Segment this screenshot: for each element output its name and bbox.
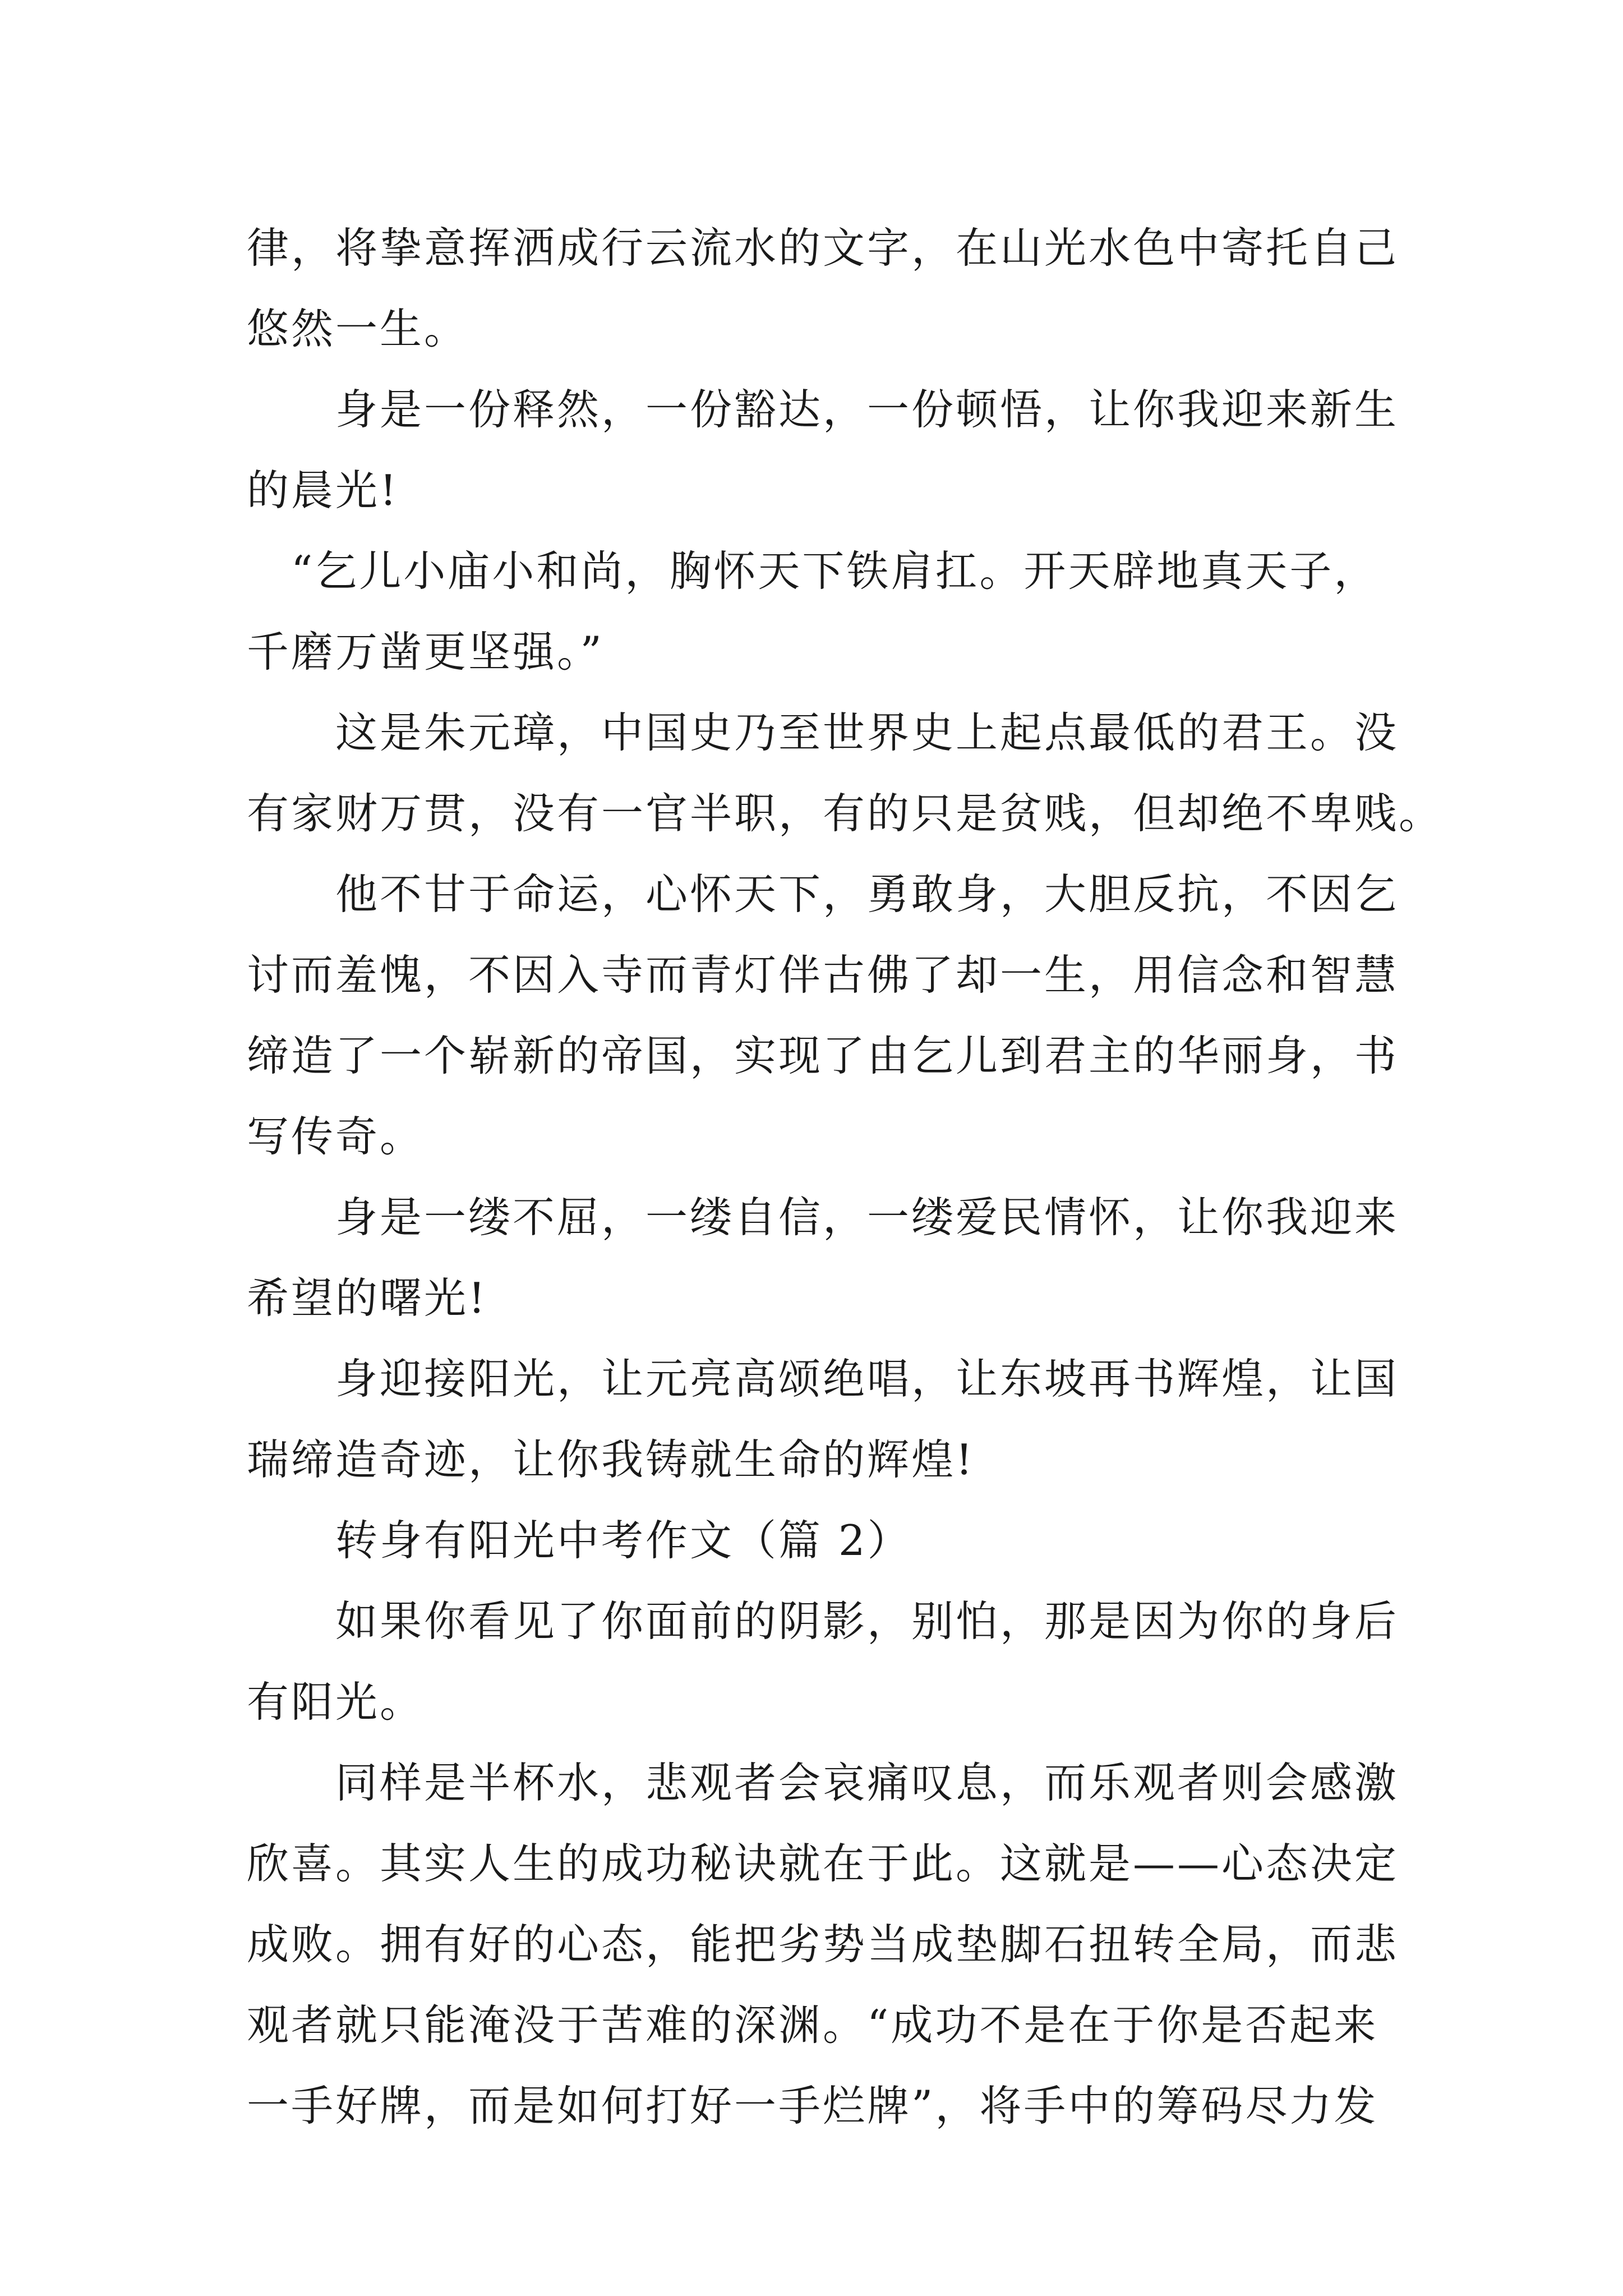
- text-line: 律，将挚意挥洒成行云流水的文字，在山光水色中寄托自己: [247, 223, 1399, 273]
- text-line: 他不甘于命运，心怀天下，勇敢身，大胆反抗，不因乞: [247, 869, 1399, 919]
- text-line: 观者就只能淹没于苦难的深渊。“成功不是在于你是否起来: [247, 2000, 1378, 2050]
- text-line: 希望的曙光!: [247, 1273, 488, 1323]
- text-line: 这是朱元璋，中国史乃至世界史上起点最低的君王。没: [247, 708, 1399, 757]
- text-line: 写传奇。: [247, 1112, 425, 1161]
- text-line: 身是一缕不屈，一缕自信，一缕爱民情怀，让你我迎来: [247, 1193, 1399, 1242]
- text-line: 身迎接阳光，让元亮高颂绝唱，让东坡再书辉煌，让国: [247, 1354, 1399, 1404]
- text-line: 身是一份释然，一份豁达，一份顿悟，让你我迎来新生: [247, 385, 1399, 434]
- text-line: 欣喜。其实人生的成功秘诀就在于此。这就是——心态决定: [247, 1839, 1399, 1888]
- section-heading: 转身有阳光中考作文（篇 2）: [247, 1516, 912, 1565]
- text-line: 缔造了一个崭新的帝国，实现了由乞儿到君主的华丽身，书: [247, 1031, 1399, 1080]
- text-line: 千磨万凿更坚强。”: [247, 627, 604, 677]
- text-line: 有阳光。: [247, 1677, 425, 1727]
- text-line: 有家财万贯，没有一官半职，有的只是贫贱，但却绝不卑贱。: [247, 789, 1444, 838]
- text-line: 同样是半杯水，悲观者会哀痛叹息，而乐观者则会感激: [247, 1758, 1399, 1807]
- text-line: 悠然一生。: [247, 304, 469, 353]
- text-line: “乞儿小庙小和尚，胸怀天下铁肩扛。开天辟地真天子，: [247, 546, 1378, 596]
- text-line: 讨而羞愧，不因入寺而青灯伴古佛了却一生，用信念和智慧: [247, 950, 1399, 1000]
- text-line: 瑞缔造奇迹，让你我铸就生命的辉煌!: [247, 1435, 975, 1484]
- text-line: 的晨光!: [247, 466, 399, 515]
- text-line: 如果你看见了你面前的阴影，别怕，那是因为你的身后: [247, 1596, 1399, 1646]
- document-text: [247, 208, 1444, 2146]
- text-line: 一手好牌，而是如何打好一手烂牌”，将手中的筹码尽力发: [247, 2081, 1378, 2131]
- text-line: 成败。拥有好的心态，能把劣势当成垫脚石扭转全局，而悲: [247, 1920, 1399, 1969]
